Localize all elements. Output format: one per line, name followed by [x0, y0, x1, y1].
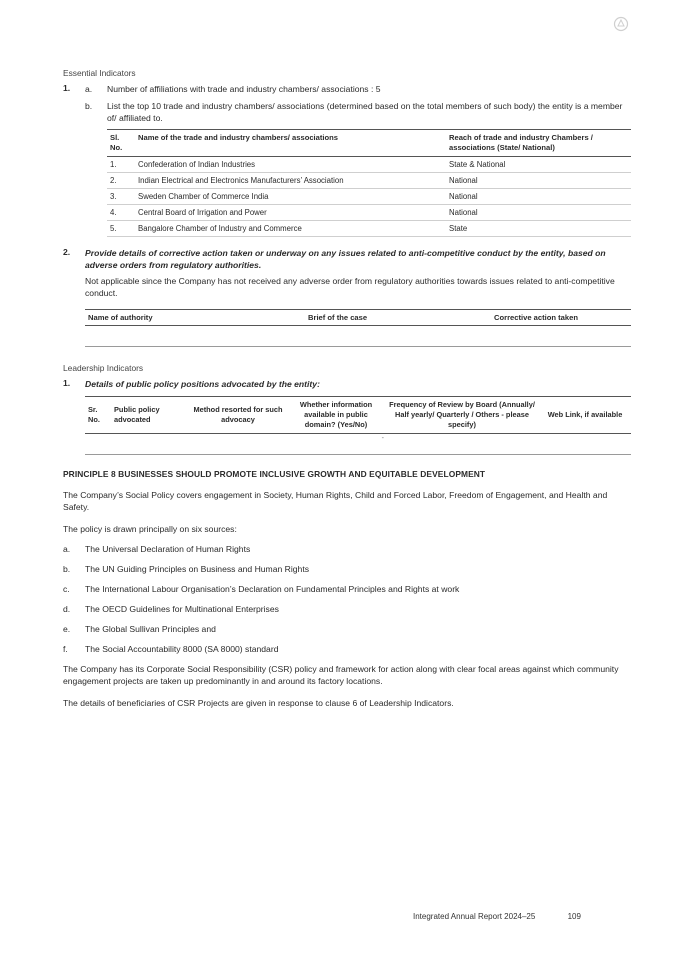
col-header-name: Name of the trade and industry chambers/ associations [135, 130, 446, 157]
answer-text: Not applicable since the Company has not received any adverse order from regulatory authorities towards issues related to anti-competitive conduct. [85, 276, 615, 298]
question-title: Details of public policy positions advocated by the entity: [85, 379, 320, 389]
cell-sl-no: 1. [107, 157, 135, 173]
chambers-table [107, 129, 631, 237]
policy-positions-table [85, 396, 631, 455]
col-header-frequency: Frequency of Review by Board (Annually/ Half yearly/ Quarterly / Others - please specify) [385, 397, 539, 434]
list-item [63, 623, 631, 635]
cell-reach: National [446, 173, 631, 189]
cell-reach: State & National [446, 157, 631, 173]
table-row [107, 221, 631, 237]
cell-reach: National [446, 189, 631, 205]
table-row [107, 173, 631, 189]
cell-name: Bangalore Chamber of Industry and Commerce [135, 221, 446, 237]
list-letter: f. [63, 644, 68, 654]
col-header-action: Corrective action taken [491, 310, 631, 326]
list-item [63, 543, 631, 555]
leadership-indicators-label: Leadership Indicators [63, 363, 144, 373]
list-item [63, 603, 631, 615]
table-row [107, 189, 631, 205]
cell-name: Confederation of Indian Industries [135, 157, 446, 173]
beneficiaries-text: The details of beneficiaries of CSR Projects are given in response to clause 6 of Leadership Indicators. [63, 698, 454, 708]
list-text: The UN Guiding Principles on Business and Human Rights [85, 564, 310, 574]
question-number: 1. [63, 83, 71, 93]
col-header-sl-no: Sl. No. [107, 130, 135, 157]
table-row [85, 326, 631, 347]
question-number: 2. [63, 247, 71, 257]
cell-reach: State [446, 221, 631, 237]
list-item [63, 563, 631, 575]
report-title: Integrated Annual Report 2024–25 [413, 912, 536, 921]
sub-letter: b. [85, 101, 93, 111]
cell-sl-no: 2. [107, 173, 135, 189]
social-policy-text: The Company’s Social Policy covers engagement in Society, Human Rights, Child and Forced Labor, Freedom of Engagement, and Health and Safety. [63, 490, 608, 512]
question-title: Provide details of corrective action taken or underway on any issues related to anti-competitive conduct by the entity, based on adverse orders from regulatory authorities. [85, 248, 606, 270]
table-row [107, 157, 631, 173]
cell-name: Indian Electrical and Electronics Manufacturers’ Association [135, 173, 446, 189]
dash-cell: - [287, 434, 385, 455]
question-1a [85, 83, 631, 95]
list-letter: e. [63, 624, 71, 634]
sources-intro-text: The policy is drawn principally on six sources: [63, 524, 237, 534]
essential-question-2 [63, 247, 631, 347]
list-item [63, 583, 631, 595]
question-1b [85, 100, 631, 124]
list-item [63, 643, 631, 655]
cell-sl-no: 5. [107, 221, 135, 237]
col-header-sr-no: Sr. No. [85, 397, 111, 434]
col-header-web-link: Web Link, if available [539, 397, 631, 434]
cell-reach: National [446, 205, 631, 221]
leadership-question-1 [63, 378, 631, 455]
table-row [85, 434, 631, 455]
col-header-public-domain: Whether information available in public domain? (Yes/No) [287, 397, 385, 434]
table-row [107, 205, 631, 221]
sub-letter: a. [85, 84, 93, 94]
col-header-reach: Reach of trade and industry Chambers / associations (State/ National) [446, 130, 631, 157]
cell-name: Central Board of Irrigation and Power [135, 205, 446, 221]
company-logo-icon [613, 16, 629, 32]
csr-policy-text: The Company has its Corporate Social Responsibility (CSR) policy and framework for action along with clear focal areas against which community engagement projects are taken up predominantly in and around its factory locations. [63, 664, 619, 686]
cell-sl-no: 3. [107, 189, 135, 205]
list-text: The Social Accountability 8000 (SA 8000) standard [85, 644, 279, 654]
list-letter: a. [63, 544, 71, 554]
essential-question-1 [63, 83, 631, 237]
cell-sl-no: 4. [107, 205, 135, 221]
col-header-authority: Name of authority [85, 310, 305, 326]
page-content [63, 68, 631, 709]
col-header-case: Brief of the case [305, 310, 491, 326]
sources-list [63, 543, 631, 655]
list-letter: b. [63, 564, 71, 574]
list-text: The OECD Guidelines for Multinational Enterprises [85, 604, 279, 614]
cell-name: Sweden Chamber of Commerce India [135, 189, 446, 205]
essential-indicators-label: Essential Indicators [63, 68, 136, 78]
top-chambers-question-text: List the top 10 trade and industry chambers/ associations (determined based on the total members of such body) the entity is a member of/ affiliated to. [107, 101, 623, 123]
col-header-method: Method resorted for such advocacy [189, 397, 287, 434]
list-letter: d. [63, 604, 71, 614]
page-footer [413, 912, 581, 921]
col-header-policy: Public policy advocated [111, 397, 189, 434]
principle-8-heading: PRINCIPLE 8 BUSINESSES SHOULD PROMOTE INCLUSIVE GROWTH AND EQUITABLE DEVELOPMENT [63, 469, 486, 479]
list-letter: c. [63, 584, 70, 594]
page-number: 109 [567, 912, 581, 921]
question-number: 1. [63, 378, 71, 388]
list-text: The Universal Declaration of Human Rights [85, 544, 251, 554]
corrective-action-table [85, 309, 631, 347]
list-text: The Global Sullivan Principles and [85, 624, 216, 634]
affiliations-count-text: Number of affiliations with trade and industry chambers/ associations : 5 [107, 84, 381, 94]
list-text: The International Labour Organisation’s Declaration on Fundamental Principles and Rights at work [85, 584, 460, 594]
